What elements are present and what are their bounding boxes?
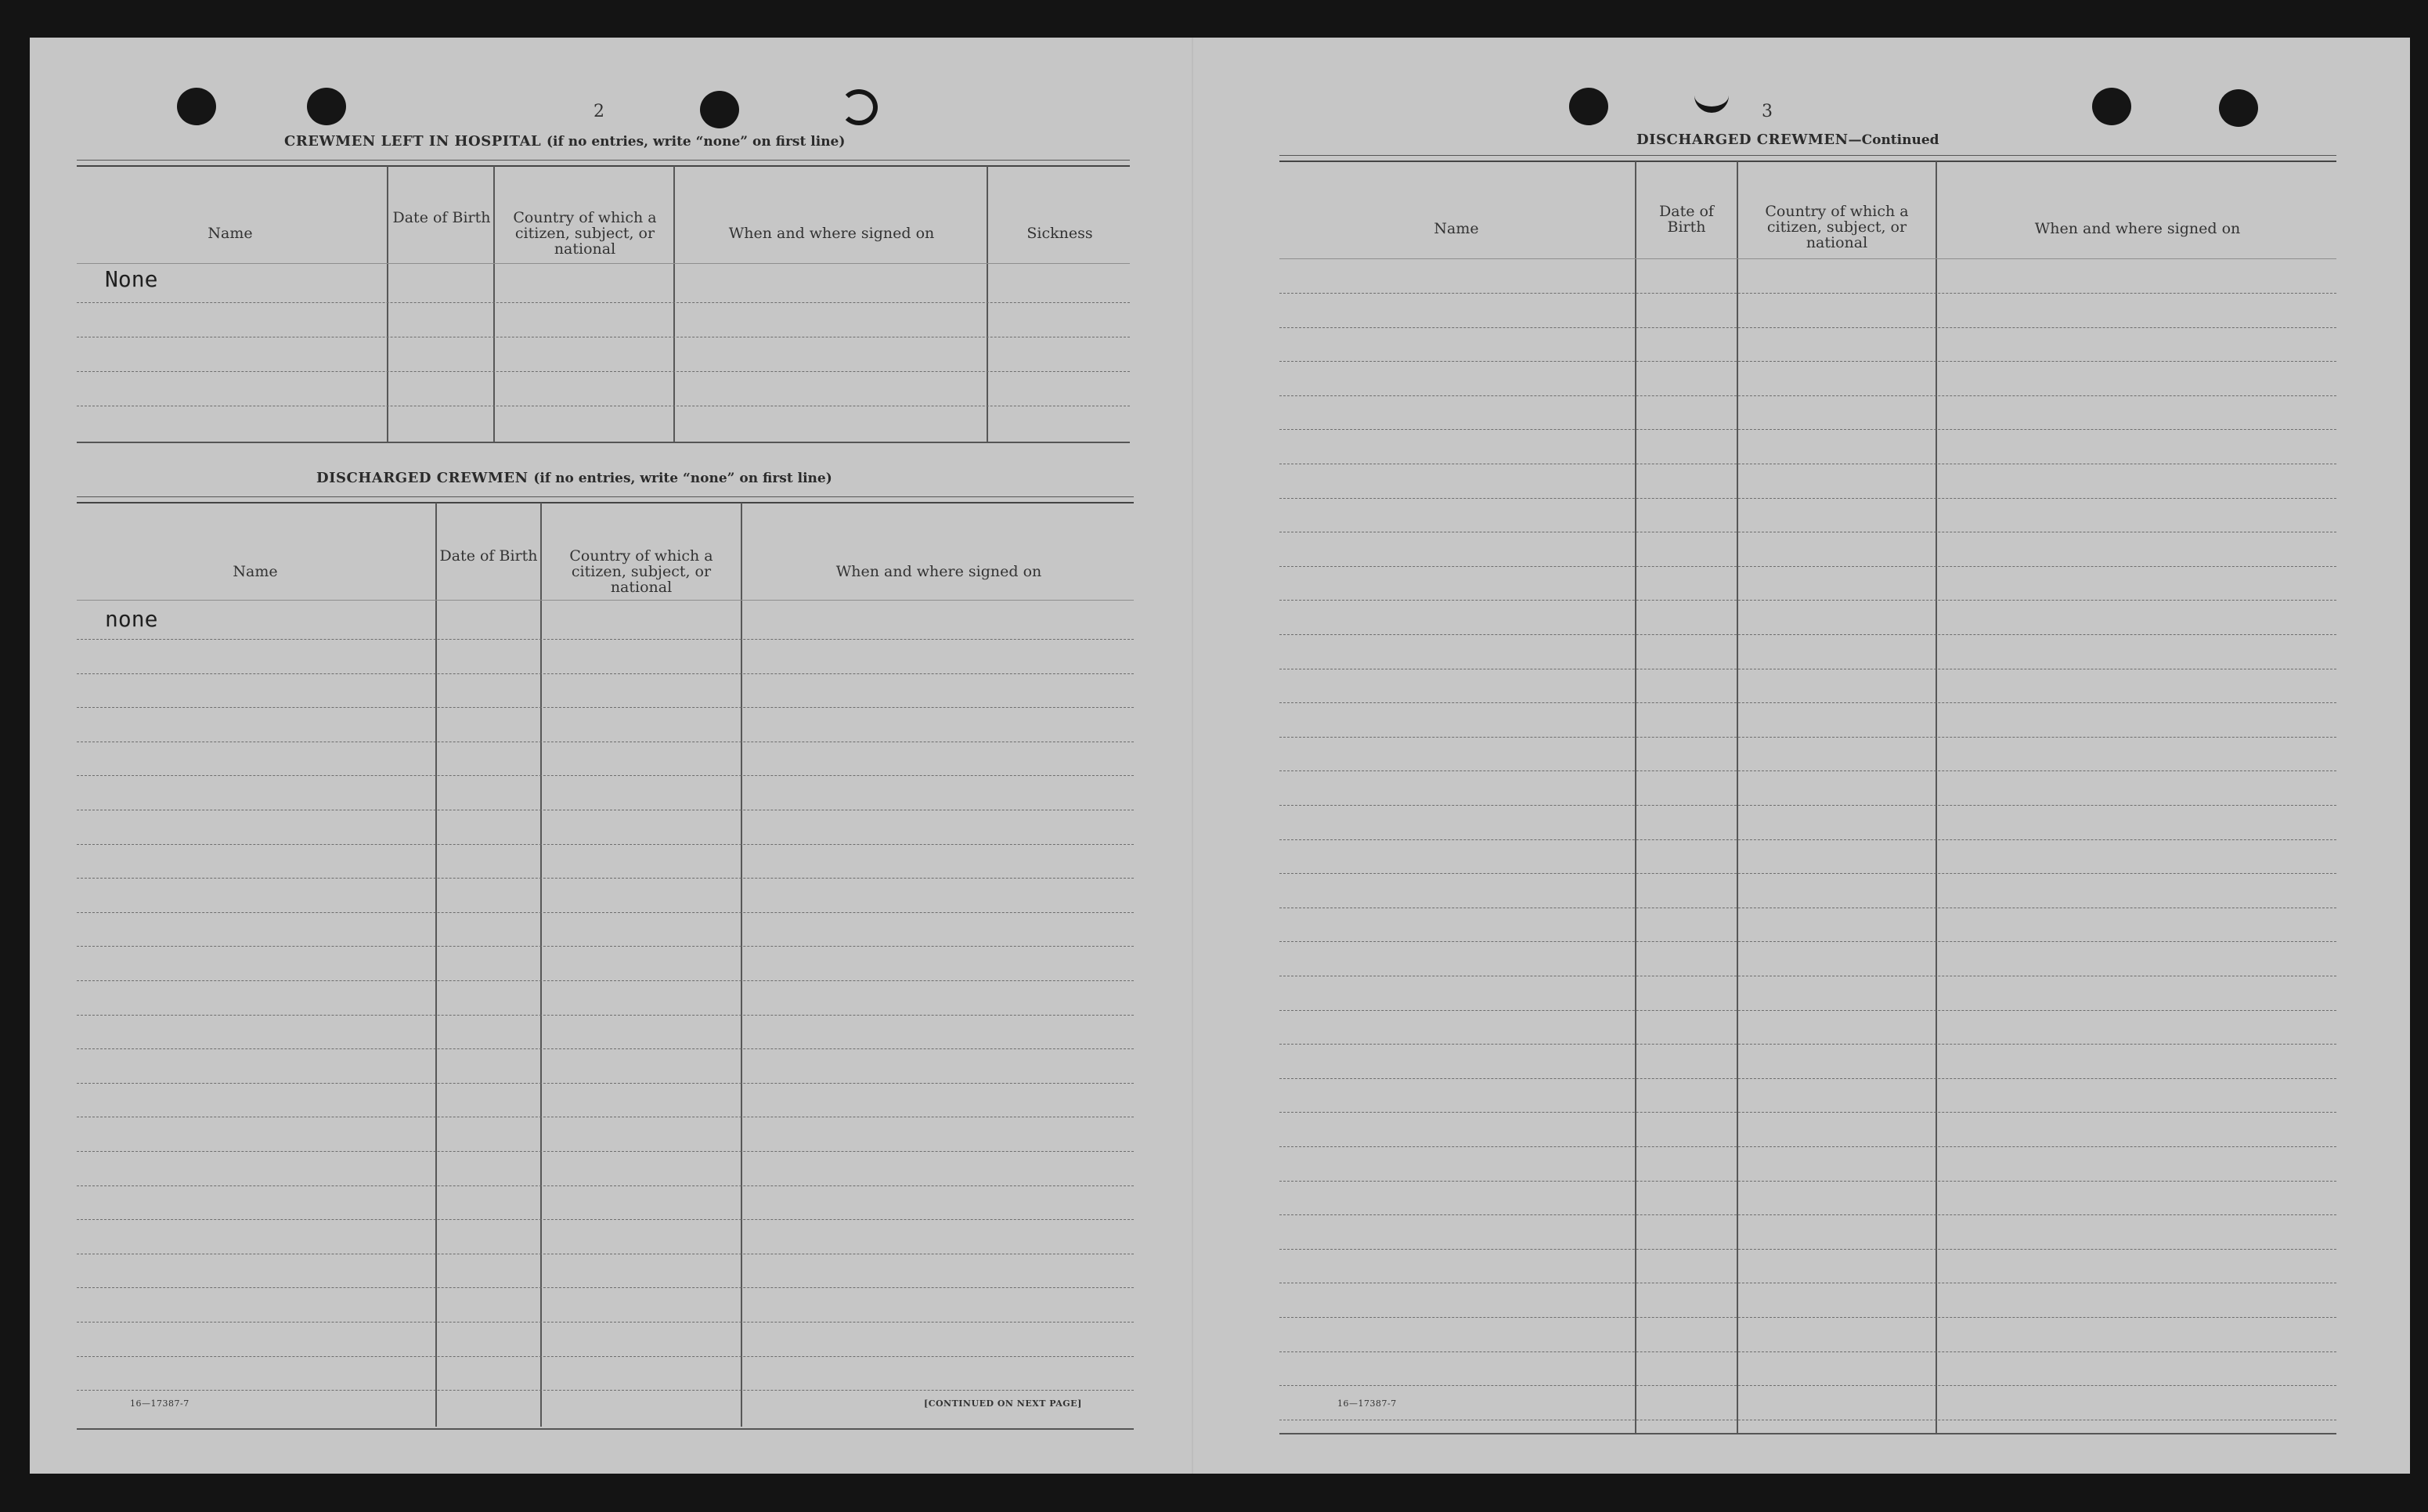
discharged-continued-title: [1636, 132, 1939, 148]
column-header-sickness: Sickness: [1026, 225, 1093, 242]
header-bottom-rule: [77, 600, 1134, 601]
discharged-section-title: [316, 470, 832, 486]
punch-hole: [307, 88, 346, 125]
entry-line: [1279, 1044, 2336, 1045]
entry-line: [77, 1048, 1134, 1049]
table-top-rule: [77, 496, 1134, 503]
punch-hole: [1694, 86, 1729, 113]
hospital-entry: None: [105, 266, 158, 292]
column-divider: [387, 166, 388, 442]
column-header-country: Country of which a citizen, subject, or national: [569, 547, 713, 596]
entry-line: [1279, 1078, 2336, 1079]
table-bottom-rule: [77, 442, 1130, 443]
column-header-birth: Date of Birth: [392, 209, 491, 226]
entry-line: [1279, 1112, 2336, 1113]
entry-line: [77, 1287, 1134, 1288]
entry-line: [1279, 1351, 2336, 1352]
column-divider: [1737, 161, 1738, 1433]
column-header-birth: Date of Birth: [439, 547, 538, 565]
punch-hole: [840, 89, 878, 125]
section-title-text: CREWMEN LEFT IN HOSPITAL: [284, 133, 542, 150]
entry-line: [1279, 1317, 2336, 1318]
entry-line: [1279, 1214, 2336, 1215]
entry-line: [1279, 873, 2336, 874]
entry-line: [1279, 737, 2336, 738]
entry-line: [77, 1015, 1134, 1016]
entry-line: [77, 1356, 1134, 1357]
entry-line: [77, 980, 1134, 981]
punch-hole: [1569, 88, 1608, 125]
punch-hole: [2219, 89, 2258, 127]
column-header-country: Country of which a citizen, subject, or national: [513, 209, 657, 258]
table-bottom-rule: [77, 1428, 1134, 1430]
section-title-text: DISCHARGED CREWMEN: [316, 470, 529, 486]
entry-line: [1279, 1010, 2336, 1011]
discharged-continued-table: [1279, 155, 2336, 1439]
punch-hole: [2092, 88, 2131, 125]
entry-line: [1279, 429, 2336, 430]
entry-line: [1279, 1181, 2336, 1182]
entry-line: [77, 673, 1134, 674]
hospital-table: [77, 160, 1130, 481]
entry-line: [77, 1219, 1134, 1220]
entry-line: [1279, 770, 2336, 771]
column-divider: [1936, 161, 1937, 1433]
entry-line: [1279, 1146, 2336, 1147]
entry-line: [1279, 395, 2336, 396]
entry-line: [1279, 941, 2336, 942]
entry-line: [77, 878, 1134, 879]
entry-line: [77, 707, 1134, 708]
punch-hole: [177, 88, 216, 125]
entry-line: [77, 1322, 1134, 1323]
punch-hole: [700, 91, 739, 128]
entry-line: [1279, 702, 2336, 703]
entry-line: [77, 302, 1130, 303]
entry-line: [1279, 361, 2336, 362]
hospital-section-title: [284, 133, 845, 150]
entry-line: [77, 775, 1134, 776]
entry-line: [77, 912, 1134, 913]
entry-line: [77, 1185, 1134, 1186]
column-divider: [987, 166, 988, 442]
entry-line: [77, 946, 1134, 947]
column-header-name: Name: [207, 225, 253, 242]
column-header-birth: Date of Birth: [1659, 203, 1714, 236]
column-header-signed-on: When and where signed on: [835, 563, 1042, 580]
form-number: 16—17387-7: [130, 1398, 189, 1409]
entry-line: [77, 1151, 1134, 1152]
entry-line: [1279, 839, 2336, 840]
column-header-signed-on: When and where signed on: [2034, 220, 2241, 237]
column-header-name: Name: [233, 563, 278, 580]
header-bottom-rule: [1279, 258, 2336, 259]
discharged-entry: none: [105, 606, 158, 632]
entry-line: [77, 1083, 1134, 1084]
column-header-country: Country of which a citizen, subject, or national: [1765, 203, 1909, 251]
section-title-text: DISCHARGED CREWMEN: [1636, 132, 1849, 148]
document-sheet: [30, 38, 2410, 1474]
entry-line: [1279, 634, 2336, 635]
page-number: 2: [593, 102, 604, 121]
header-bottom-rule: [77, 263, 1130, 264]
right-page: [1193, 38, 2410, 1474]
left-page: [30, 38, 1192, 1474]
entry-line: [1279, 1249, 2336, 1250]
continued-note: [CONTINUED ON NEXT PAGE]: [924, 1398, 1082, 1409]
table-top-rule: [1279, 155, 2336, 162]
entry-line: [1279, 600, 2336, 601]
entry-line: [77, 639, 1134, 640]
section-note: (if no entries, write “none” on first line): [533, 471, 832, 486]
entry-line: [1279, 805, 2336, 806]
entry-line: [1279, 327, 2336, 328]
column-header-name: Name: [1434, 220, 1479, 237]
continued-label: —Continued: [1848, 132, 1939, 148]
discharged-table: [77, 496, 1134, 1436]
column-divider: [1635, 161, 1636, 1433]
table-top-rule: [77, 160, 1130, 167]
entry-line: [1279, 498, 2336, 499]
entry-line: [77, 844, 1134, 845]
column-divider: [673, 166, 675, 442]
entry-line: [77, 371, 1130, 372]
entry-line: [77, 1390, 1134, 1391]
table-bottom-rule: [1279, 1433, 2336, 1434]
entry-line: [1279, 1385, 2336, 1386]
column-divider: [493, 166, 495, 442]
entry-line: [1279, 566, 2336, 567]
section-note: (if no entries, write “none” on first line): [547, 134, 846, 150]
form-number: 16—17387-7: [1337, 1398, 1397, 1409]
column-header-signed-on: When and where signed on: [728, 225, 935, 242]
entry-line: [1279, 293, 2336, 294]
page-number: 3: [1762, 102, 1773, 121]
